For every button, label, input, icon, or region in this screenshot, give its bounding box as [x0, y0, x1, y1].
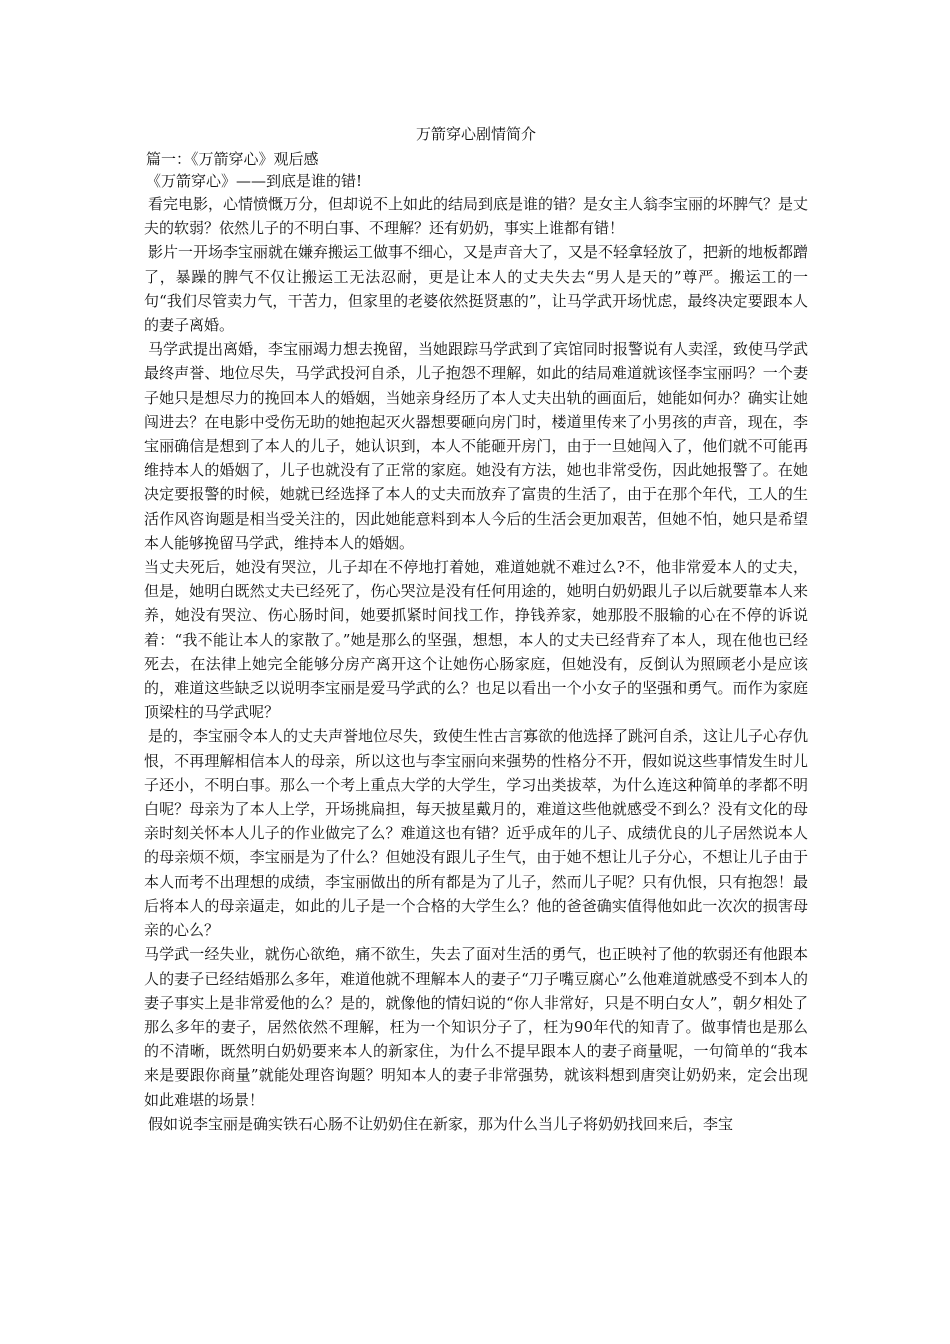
- paragraph-7: 假如说李宝丽是确实铁石心肠不让奶奶住在新家，那为什么当儿子将奶奶找回来后，李宝: [148, 1114, 734, 1133]
- document-page: [144, 122, 808, 1136]
- paragraph-5: 是的，李宝丽令本人的丈夫声誉地位尽失，致使生性古言寡欲的他选择了跳河自杀，这让儿子心存仇恨，不再理解相信本人的母亲，所以这也与李宝丽向来强势的性格分不开，假如说这些事情发生时儿子还小，不明白事。那么一个考上重点大学的大学生，学习出类拔萃，为什么连这种简单的孝都不明白呢？母亲为了本人上学，开场挑扁担，每天披星戴月的，难道这些他就感受不到么？没有文化的母亲时刻关怀本人儿子的作业做完了么？难道这也有错？近乎成年的儿子、成绩优良的儿子居然说本人的母亲烦不烦，李宝丽是为了什么？但她没有跟儿子生气，由于她不想让儿子分心，不想让儿子由于本人而考不出理想的成绩，李宝丽做出的所有都是为了儿子，然而儿子呢？只有仇恨，只有抱怨！最后将本人的母亲逼走，如此的儿子是一个合格的大学生么？他的爸爸确实值得他如此一次次的损害母亲的心么？: [144, 727, 809, 940]
- paragraph-4: 当丈夫死后，她没有哭泣，儿子却在不停地打着她，难道她就不难过么?不，他非常爱本人的丈夫，但是，她明白既然丈夫已经死了，伤心哭泣是没有任何用途的，她明白奶奶跟儿子以后就要靠本人来养，她没有哭泣、伤心肠时间，她要抓紧时间找工作，挣钱养家，她那股不服输的心在不停的诉说着：“我不能让本人的家散了。”她是那么的坚强，想想，本人的丈夫已经背弃了本人，现在他也已经死去，在法律上她完全能够分房产离开这个让她伤心肠家庭，但她没有，反倒认为照顾老小是应该的，难道这些缺乏以说明李宝丽是爱马学武的么？也足以看出一个小女子的坚强和勇气。而作为家庭顶梁柱的马学武呢？: [144, 558, 808, 722]
- document-title: 万箭穿心剧情简介: [415, 125, 536, 143]
- paragraph-6: 马学武一经失业，就伤心欲绝，痛不欲生，失去了面对生活的勇气，也正映衬了他的软弱还有他跟本人的妻子已经结婚那么多年，难道他就不理解本人的妻子“刀子嘴豆腐心”么他难道就感受不到本人的妻子事实上是非常爱他的么？是的，就像他的情妇说的“你人非常好，只是不明白女人”，朝夕相处了那么多年的妻子，居然依然不理解，枉为一个知识分子了，枉为90年代的知青了。做事情也是那么的不清晰，既然明白奶奶要来本人的新家住，为什么不提早跟本人的妻子商量呢，一句简单的“我本来是要跟你商量”就能处理咨询题？明知本人的妻子非常强势，就该料想到唐突让奶奶来，定会出现如此难堪的场景！: [144, 945, 808, 1109]
- article-subtitle: 《万箭穿心》——到底是谁的错!: [146, 172, 363, 190]
- paragraph-2: 影片一开场李宝丽就在嫌弃搬运工做事不细心，又是声音大了，又是不轻拿轻放了，把新的地板都蹭了，暴躁的脾气不仅让搬运工无法忍耐，更是让本人的丈夫失去“男人是天的”尊严。搬运工的一句“我们尽管卖力气，干苦力，但家里的老婆依然挺贤惠的”，让马学武开场忧虑，最终决定要跟本人的妻子离婚。: [144, 243, 809, 335]
- section-heading: 篇一：《万箭穿心》观后感: [146, 150, 319, 168]
- paragraph-3: 马学武提出离婚，李宝丽竭力想去挽留，当她跟踪马学武到了宾馆同时报警说有人卖淫，致使马学武最终声誉、地位尽失，马学武投河自杀，儿子抱怨不理解，如此的结局难道就该怪李宝丽吗？一个妻子她只是想尽力的挽回本人的婚姻，当她亲身经历了本人丈夫出轨的画面后，她能如何办？确实让她闯进去？在电影中受伤无助的她抱起灭火器想要砸向房门时，楼道里传来了小男孩的声音，现在，李宝丽确信是想到了本人的儿子，她认识到，本人不能砸开房门，由于一旦她闯入了，他们就不可能再维持本人的婚姻了，儿子也就没有了正常的家庭。她没有方法，她也非常受伤，因此她报警了。在她决定要报警的时候，她就已经选择了本人的丈夫而放弃了富贵的生活了，由于在那个年代，工人的生活作风咨询题是相当受关注的，因此她能意料到本人今后的生活会更加艰苦，但她不怕，她只是希望本人能够挽留马学武，维持本人的婚姻。: [144, 340, 809, 552]
- paragraph-1: 看完电影，心情愤慨万分，但却说不上如此的结局到底是谁的错？是女主人翁李宝丽的坏脾气？是丈夫的软弱？依然儿子的不明白事、不理解？还有奶奶，事实上谁都有错！: [144, 195, 809, 238]
